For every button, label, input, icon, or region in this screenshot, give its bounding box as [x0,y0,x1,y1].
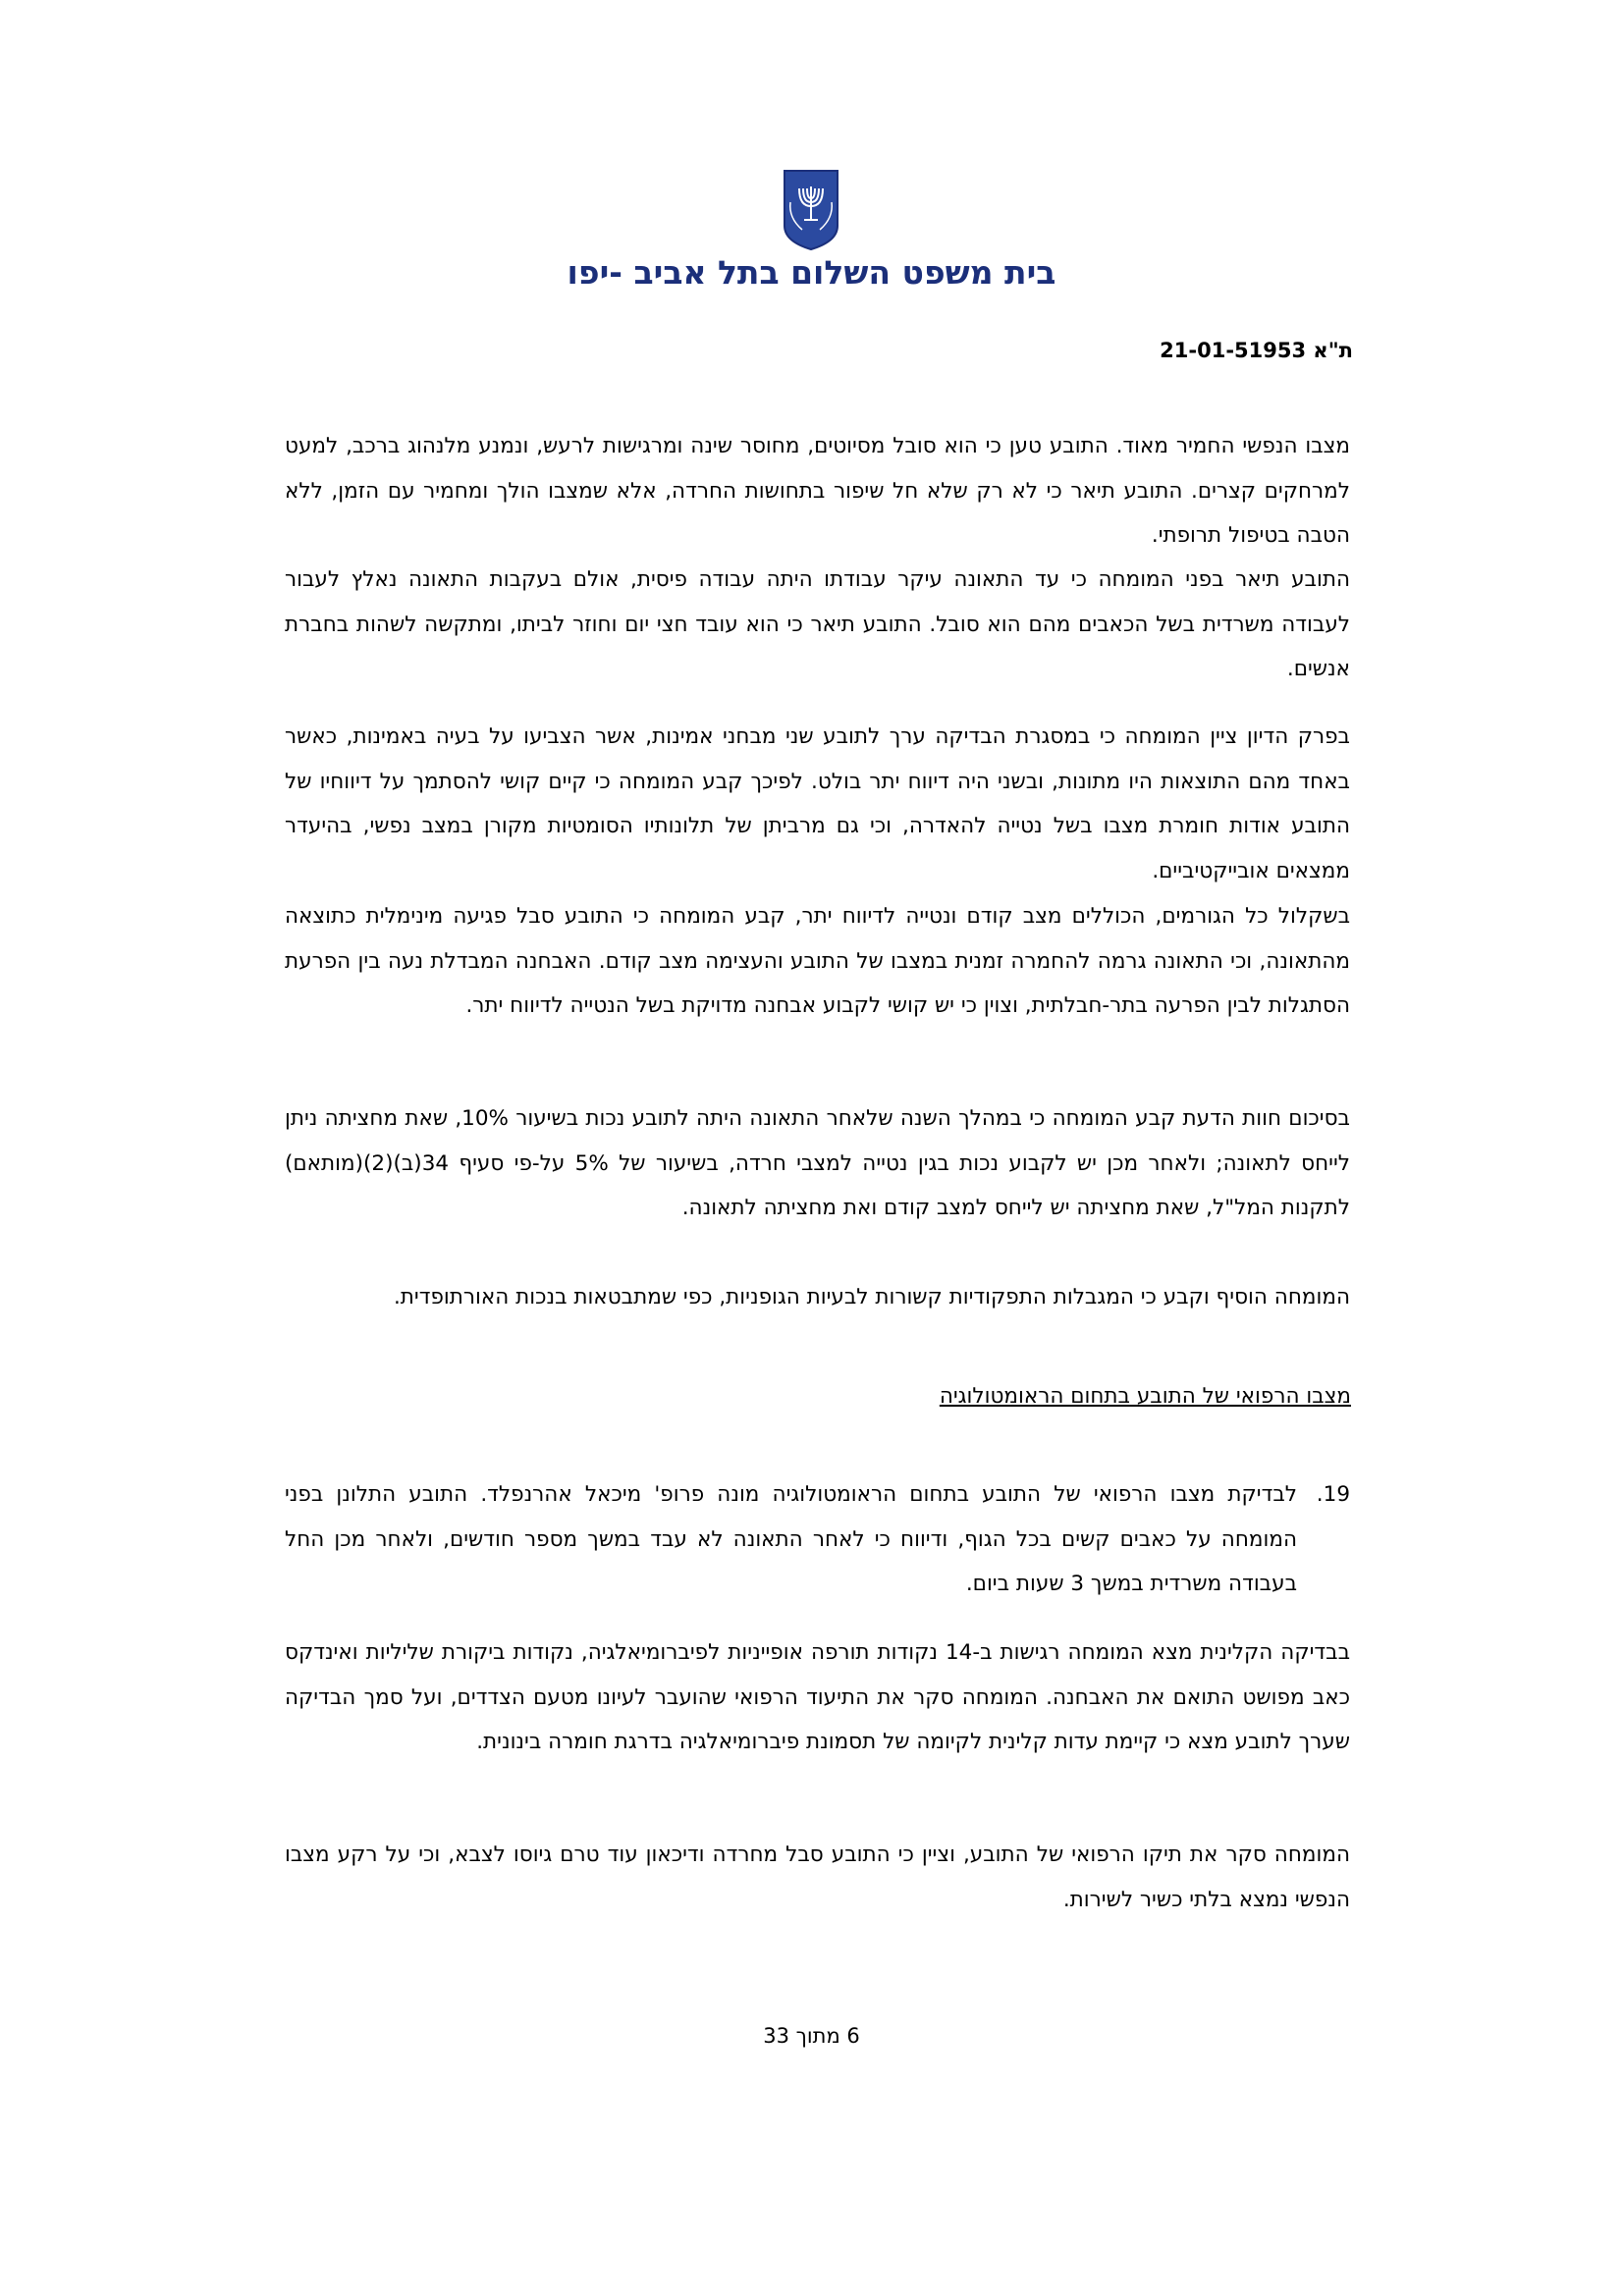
court-title: בית משפט השלום בתל אביב -יפו [567,253,1056,292]
state-emblem-icon [781,169,841,251]
paragraph-9: המומחה סקר את תיקו הרפואי של התובע, וציין כי התובע סבל מחרדה ודיכאון עוד טרם גיוסו לצבא, וכי על רקע מצבו הנפשי נמצא בלתי כשיר לשירות. [285,1842,1350,1912]
paragraph-1: מצבו הנפשי החמיר מאוד. התובע טען כי הוא סובל מסיוטים, מחוסר שינה ומרגישות לרעש, ונמנע מלנהוג ברכב, למעט למרחקים קצרים. התובע תיאר כי לא רק שלא חל שיפור בתחושות החרדה, אלא שמצבו הולך ומחמיר עם הזמן, ללא הטבה בטיפול תרופתי. [285,434,1350,548]
paragraph-2: התובע תיאר בפני המומחה כי עד התאונה עיקר עבודתו היתה עבודה פיסית, אולם בעקבות התאונה נאלץ לעבור לעבודה משרדית בשל הכאבים מהם הוא סובל. התובע תיאר כי הוא עובד חצי יום וחוזר לביתו, ומתקשה לשהות בחברת אנשים. [285,567,1350,681]
paragraph-4: בשקלול כל הגורמים, הכוללים מצב קודם ונטייה לדיווח יתר, קבע המומחה כי התובע סבל פגיעה מינימלית כתוצאה מהתאונה, וכי התאונה גרמה להחמרה זמנית במצבו של התובע והעצימה מצב קודם. האבחנה המבדלת נעה בין הפרעת הסתגלות לבין הפרעה בתר-חבלתית, וצוין כי יש קושי לקבוע אבחנה מדויקת בשל הנטייה לדיווח יתר. [285,904,1350,1018]
item-text: לבדיקת מצבו הרפואי של התובע בתחום הראומטולוגיה מונה פרופ' מיכאל אהרנפלד. התובע התלונן בפני המומחה על כאבים קשים בכל הגוף, ודיווח כי לאחר התאונה לא עבד במשך מספר חודשים, ולאחר מכן החל בעבודה משרדית במשך 3 שעות ביום. [285,1482,1297,1596]
item-number: 19. [1316,1482,1350,1507]
paragraph-6: המומחה הוסיף וקבע כי המגבלות התפקודיות קשורות לבעיות הגופניות, כפי שמתבטאות בנכות האורתופדית. [393,1285,1350,1309]
page-number: 6 מתוך 33 [763,2024,860,2048]
paragraph-8: בבדיקה הקלינית מצא המומחה רגישות ב-14 נקודות תורפה אופייניות לפיברומיאלגיה, נקודות ביקורת שליליות ואינדקס כאב מפושט התואם את האבחנה. המומחה סקר את התיעוד הרפואי שהועבר לעיונו מטעם הצדדים, ועל סמך הבדיקה שערך לתובע מצא כי קיימת עדות קלינית לקיומה של תסמונת פיברומיאלגיה בדרגת חומרה בינונית. [285,1640,1351,1754]
section-heading: מצבו הרפואי של התובע בתחום הראומטולוגיה [939,1384,1351,1409]
case-number: ת"א 21-01-51953 [1160,339,1353,362]
numbered-item-19 [285,1472,1350,1607]
paragraph-5: בסיכום חוות הדעת קבע המומחה כי במהלך השנה שלאחר התאונה היתה לתובע נכות בשיעור 10%, שאת מחציתה ניתן לייחס לתאונה; ולאחר מכן יש לקבוע נכות בגין נטייה למצבי חרדה, בשיעור של 5% על-פי סעיף 34(ב)(2)(מותאם) לתקנות המל"ל, שאת מחציתה יש לייחס למצב קודם ואת מחציתה לתאונה. [285,1106,1350,1220]
paragraph-3: בפרק הדיון ציין המומחה כי במסגרת הבדיקה ערך לתובע שני מבחני אמינות, אשר הצביעו על בעיה באמינות, כאשר באחד מהם התוצאות היו מתונות, ובשני היה דיווח יתר בולט. לפיכך קבע המומחה כי קיים קושי להסתמך על דיווחיו של התובע אודות חומרת מצבו בשל נטייה להאדרה, וכי גם מרביתן של תלונותיו הסומטיות מקורן במצב נפשי, בהיעדר ממצאים אובייקטיביים. [285,724,1350,883]
